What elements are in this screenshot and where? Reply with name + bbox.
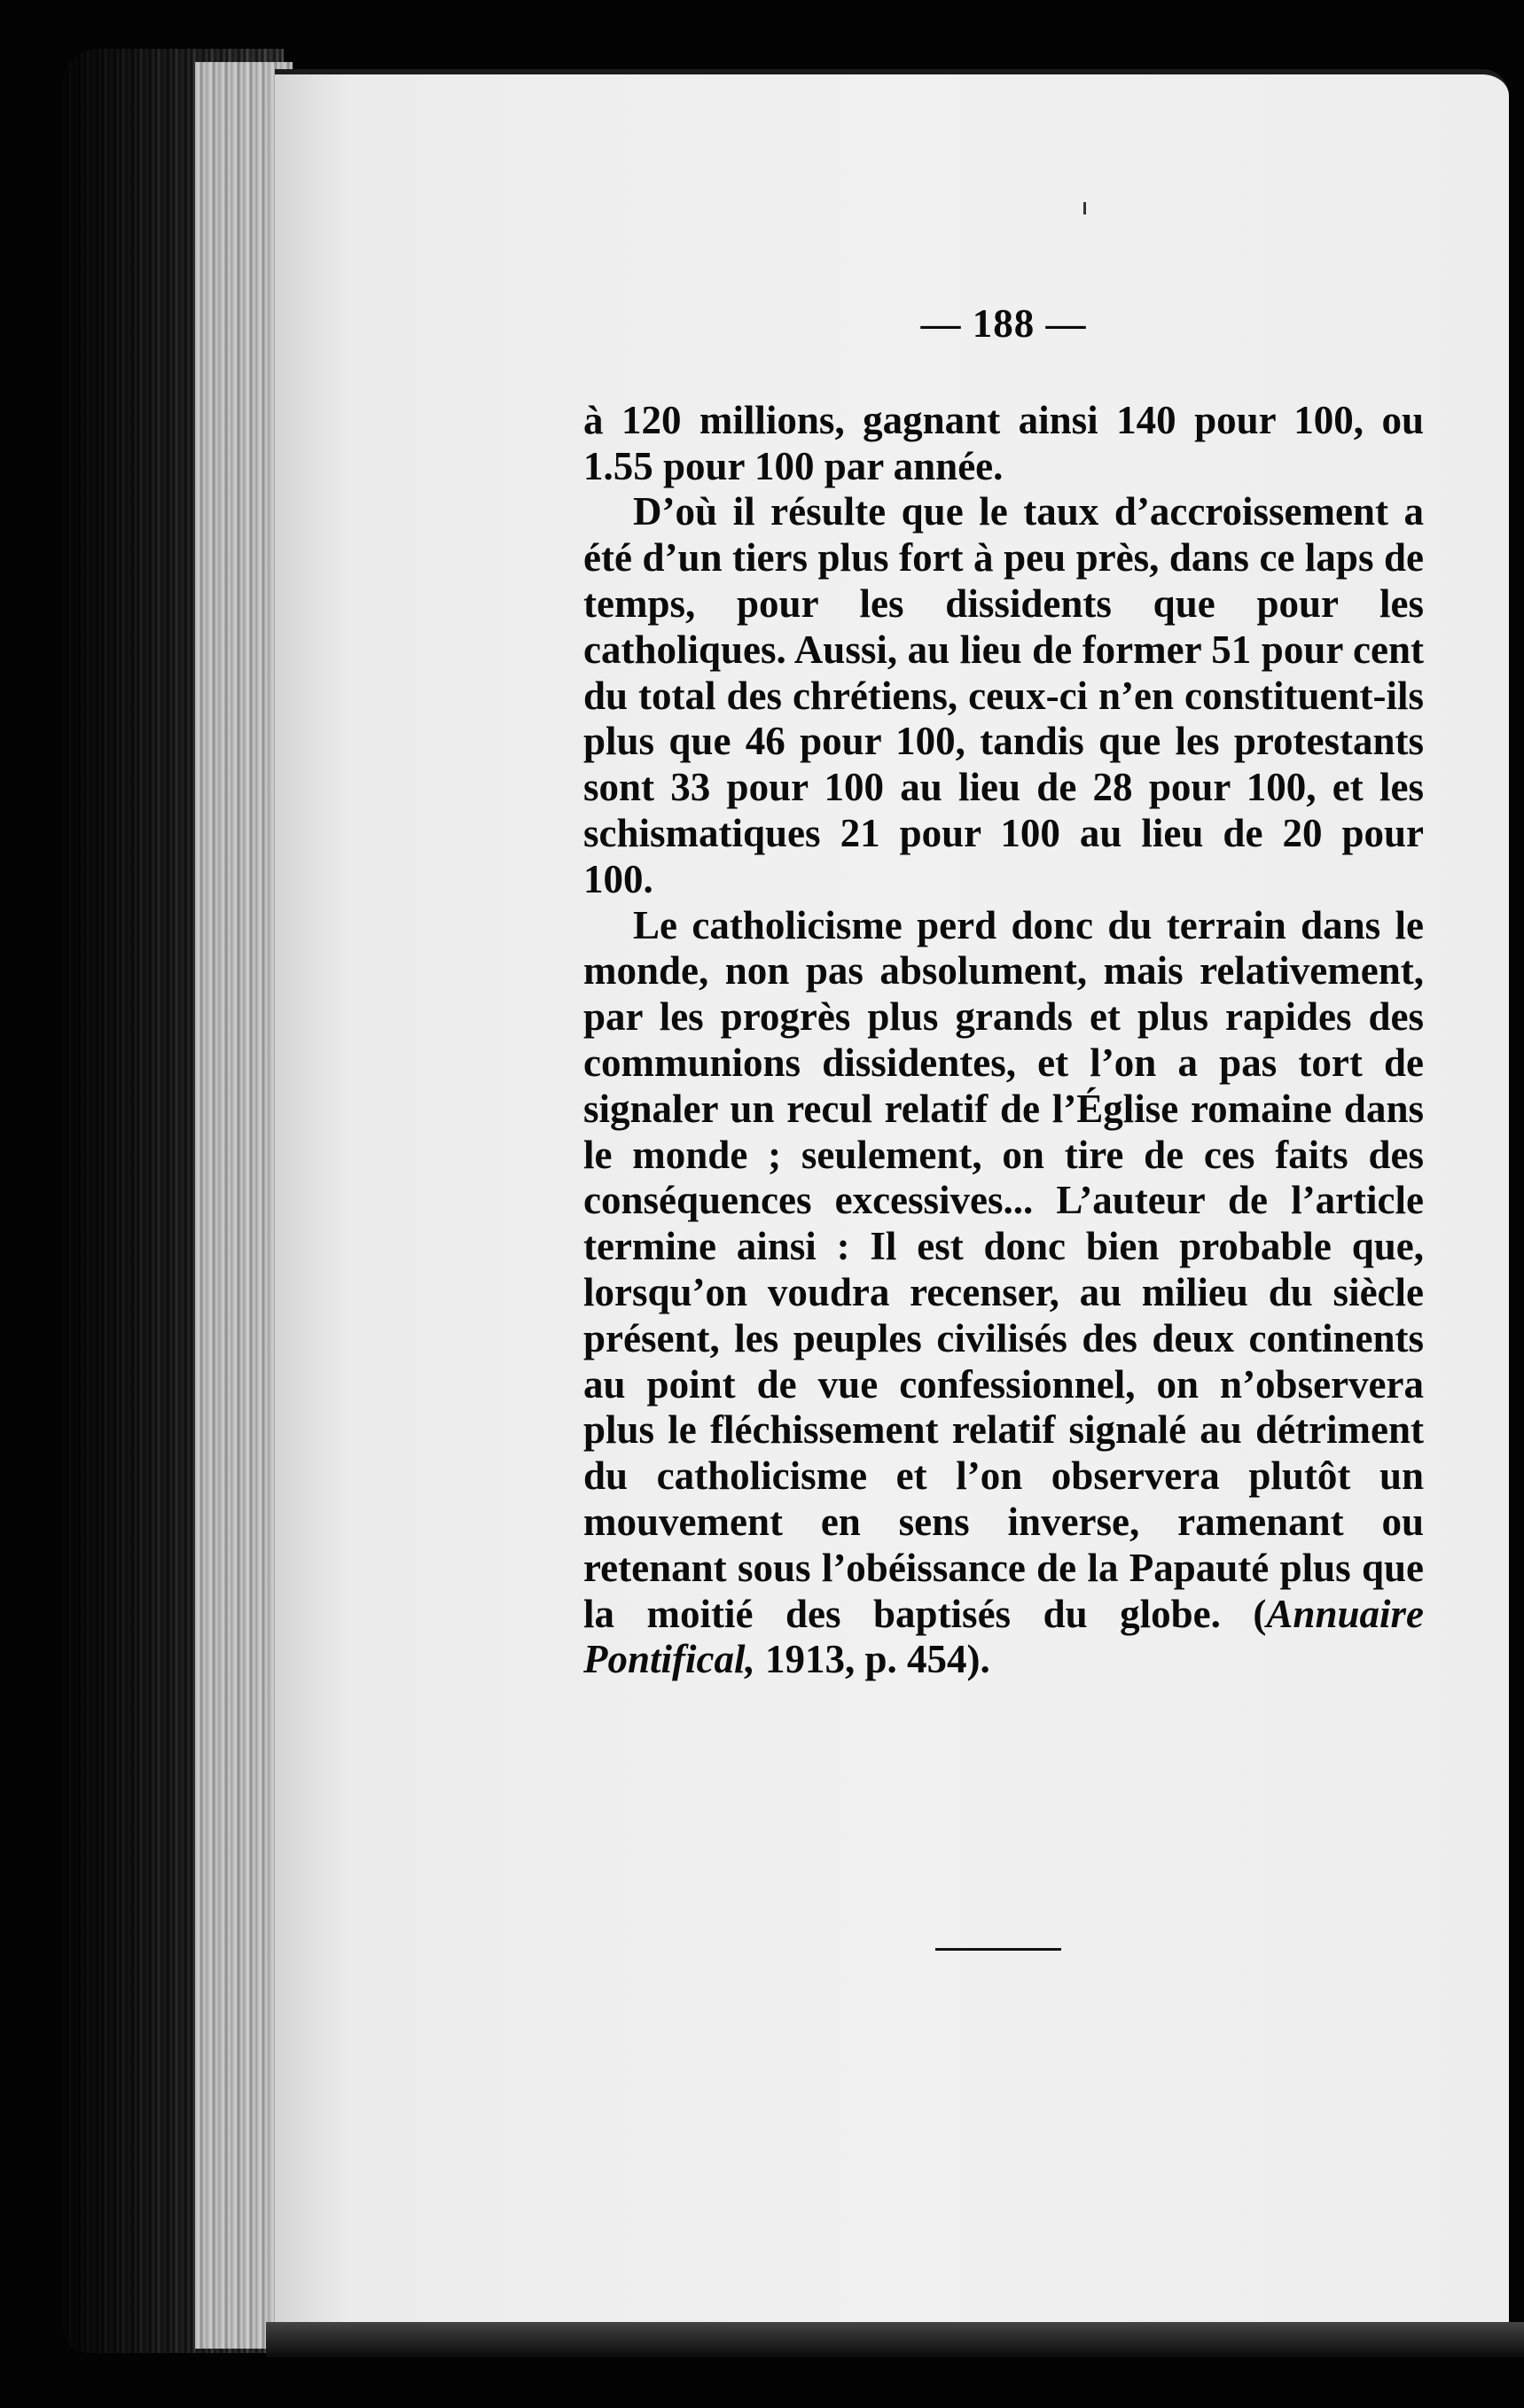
text-block: [583, 301, 1424, 1683]
page-number: — 188 —: [920, 301, 1087, 346]
paragraph-3-text: Le catholicisme perd donc du terrain dans le monde, non pas absolument, mais relativement, par les progrès plus grands et plus rapides des communions dissidentes, et l’on a pas tort de signaler un recul relatif de l’Église romaine dans le monde ; seulement, on tire de ces faits des conséquences excessives... L’auteur de l’article termine ainsi : Il est donc bien probable que, lorsqu’on voudra recenser, au milieu du siècle présent, les peuples civilisés des deux continents au point de vue confessionnel, on n’observera plus le fléchissement relatif signalé au détriment du catholicisme et l’on observera plutôt un mouvement en sens inverse, ramenant ou retenant sous l’obéissance de la Papauté plus que la moitié des baptisés du globe. (: [583, 902, 1424, 1636]
citation-title: Annuaire Pontifical,: [583, 1591, 1424, 1682]
paragraph-3: [583, 903, 1424, 1684]
page-bottom-shadow: [266, 2322, 1524, 2357]
paragraph-1-text: à 120 millions, gagnant ainsi 140 pour 100, ou 1.55 pour 100 par année.: [583, 397, 1424, 488]
citation-details: 1913, p. 454).: [754, 1637, 990, 1682]
end-rule: [935, 1948, 1061, 1951]
paragraph-2: [583, 489, 1424, 902]
paragraph-1: [583, 398, 1424, 490]
paragraph-2-text: D’où il résulte que le taux d’accroissement a été d’un tiers plus fort à peu près, dans ce laps de temps, pour les dissidents que pour les catholiques. Aussi, au lieu de former 51 pour cent du total des chrétiens, ceux-ci n’en constituent-ils plus que 46 pour 100, tandis que les protestants sont 33 pour 100 au lieu de 28 pour 100, et les schismatiques 21 pour 100 au lieu de 20 pour 100.: [583, 489, 1424, 901]
ink-speck: [1083, 202, 1086, 214]
